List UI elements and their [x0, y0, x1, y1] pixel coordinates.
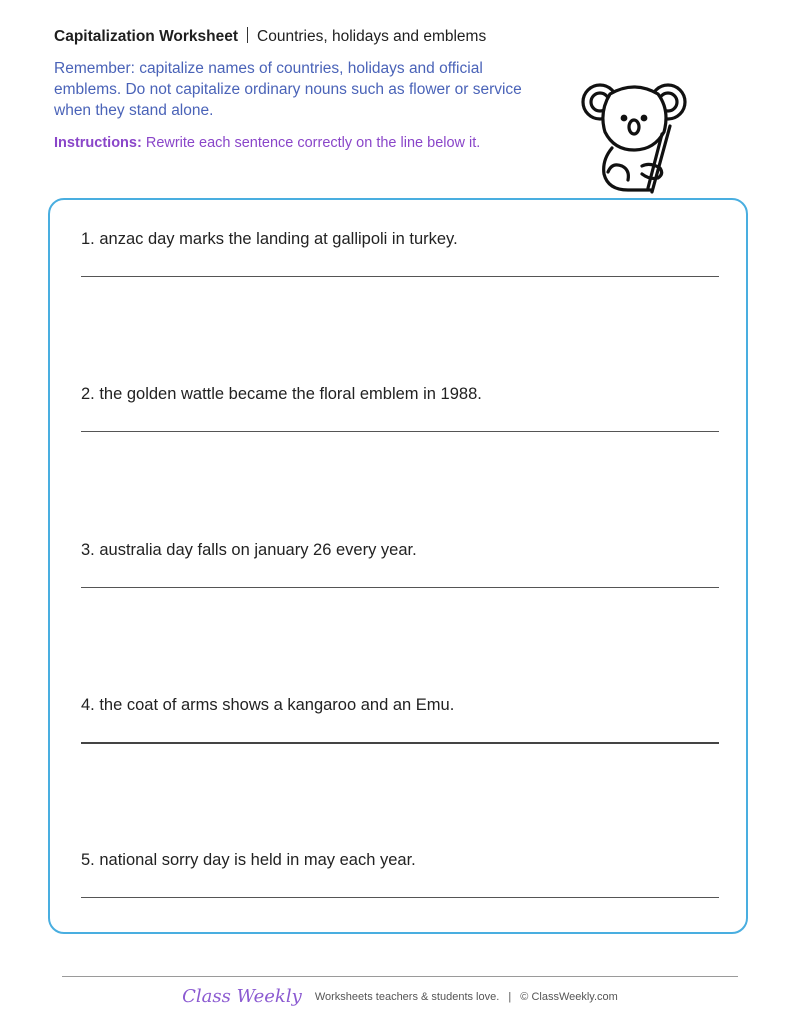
- exercise-item-2: [81, 383, 721, 405]
- answer-line-3[interactable]: [81, 587, 719, 588]
- brand-logo: Class Weekly: [182, 986, 302, 1007]
- exercise-item-1: [81, 228, 721, 250]
- answer-line-2[interactable]: [81, 431, 719, 432]
- exercise-item-5: [81, 849, 721, 871]
- answer-line-5[interactable]: [81, 897, 719, 898]
- header-divider: [247, 27, 248, 43]
- sentence-3: 3. australia day falls on january 26 every year.: [81, 541, 417, 559]
- instructions: [54, 133, 480, 153]
- worksheet-subtitle: Countries, holidays and emblems: [257, 28, 487, 45]
- answer-line-1[interactable]: [81, 276, 719, 277]
- footer-separator: |: [508, 991, 512, 1003]
- instructions-label: Instructions:: [54, 135, 142, 151]
- exercise-item-3: [81, 539, 721, 561]
- footer: [0, 986, 800, 1007]
- sentence-5: 5. national sorry day is held in may each year.: [81, 851, 416, 869]
- exercise-item-4: [81, 694, 721, 716]
- sentence-2: 2. the golden wattle became the floral emblem in 1988.: [81, 385, 482, 403]
- instructions-text: Rewrite each sentence correctly on the line below it.: [145, 135, 481, 151]
- footer-copyright: © ClassWeekly.com: [520, 991, 618, 1003]
- sentence-4: 4. the coat of arms shows a kangaroo and an Emu.: [81, 696, 455, 714]
- reminder-text: Remember: capitalize names of countries, holidays and official emblems. Do not capitalize ordinary nouns such as flower or service when they stand alone.: [54, 60, 522, 119]
- koala-icon: [578, 76, 690, 194]
- footer-tagline: Worksheets teachers & students love.: [314, 991, 500, 1003]
- sentence-1: 1. anzac day marks the landing at gallipoli in turkey.: [81, 230, 458, 248]
- worksheet-header: [54, 27, 486, 47]
- worksheet-title: Capitalization Worksheet: [54, 28, 239, 45]
- exercise-box: [48, 198, 748, 934]
- footer-divider: [62, 976, 738, 977]
- answer-line-4[interactable]: [81, 742, 719, 744]
